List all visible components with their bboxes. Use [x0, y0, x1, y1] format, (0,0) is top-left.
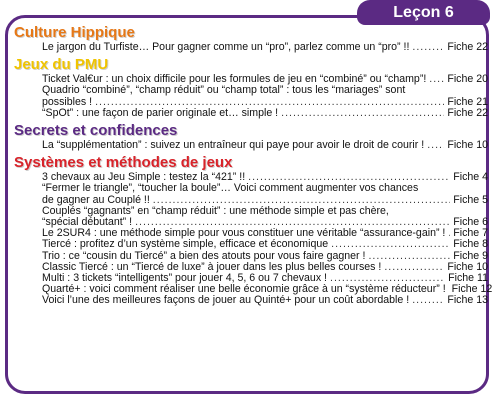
toc-entry: [14, 140, 488, 151]
toc-entry: [14, 42, 488, 53]
section: [14, 24, 488, 53]
fiche-reference: Fiche 13: [447, 294, 488, 307]
lesson-tab-label: Leçon 6: [393, 3, 454, 21]
toc-entry-text: Ticket Val€ur : un choix difficile pour les formules de jeu en “combiné” ou “champ”!: [42, 73, 427, 86]
section-heading: Jeux du PMU: [14, 56, 109, 74]
toc-entry-line: [14, 239, 488, 250]
toc-entry-text: “spécial débutant” !: [42, 216, 133, 229]
fiche-reference: Fiche 22: [447, 41, 488, 53]
toc-entry: [14, 183, 488, 205]
toc-entry-text: 3 chevaux au Jeu Simple : testez la “421” !!: [42, 171, 246, 184]
toc-entry: [14, 108, 488, 119]
toc-entry-text: Quarté+ : voici comment réaliser une belle économie grâce à un “système réducteur” !: [42, 283, 446, 296]
toc-entry-text: Couplés “gagnants” en “champ réduit” : une méthode simple et pas chère,: [42, 204, 389, 217]
toc-entry-text: Classic Tiercé : un “Tiercé de luxe” à jouer dans les plus belles courses !: [42, 260, 382, 273]
fiche-reference: Fiche 9: [453, 249, 488, 262]
toc-entry-text: “Fermer le triangle”, “toucher la boule”… Voici comment augmenter vos chances: [42, 182, 419, 195]
toc-entry: [14, 295, 488, 306]
fiche-reference: Fiche 21: [447, 95, 488, 108]
toc-entry-line: [14, 85, 488, 96]
section-heading: Secrets et confidences: [14, 122, 178, 140]
toc-entry-line: [14, 183, 488, 194]
toc-entry-line: [14, 140, 488, 151]
section-heading: Systèmes et méthodes de jeux: [14, 154, 233, 172]
toc-entry-line: [14, 108, 488, 119]
fiche-reference: Fiche 7: [453, 227, 488, 240]
toc-entry-line: [14, 295, 488, 306]
toc-entry-text: Le jargon du Turfiste… Pour gagner comme un “pro”, parlez comme un “pro” !!: [42, 41, 410, 53]
fiche-reference: Fiche 22: [447, 106, 488, 119]
fiche-reference: Fiche 6: [453, 216, 488, 229]
dot-leader: [427, 140, 444, 151]
dot-leader: [448, 228, 450, 239]
section-heading: Culture Hippique: [14, 24, 135, 41]
toc-entry-text: Le 2SUR4 : une méthode simple pour vous constituer une véritable “assurance-gain” !: [42, 227, 446, 240]
toc-entry-text: Multi : 3 tickets “intelligents” pour jouer 4, 5, 6 ou 7 chevaux !: [42, 272, 327, 285]
toc-entry-text: “SpOt” : une façon de parier originale et… simple !: [42, 106, 279, 119]
toc-entry-text: possibles !: [42, 95, 93, 108]
fiche-reference: Fiche 12: [451, 283, 493, 296]
dot-leader: [412, 42, 444, 53]
toc-entry-text: Quadrio “combiné”, “champ réduit” ou “champ total” : tous les “mariages” sont: [42, 84, 406, 97]
dot-leader: [281, 108, 444, 119]
dot-leader: [384, 262, 444, 273]
dot-leader: [429, 74, 444, 85]
section: [14, 56, 488, 119]
toc-entry: [14, 206, 488, 228]
toc-entry-text: Trio : ce “cousin du Tiercé” a bien des atouts pour vous faire gagner !: [42, 249, 366, 262]
fiche-reference: Fiche 11: [448, 272, 488, 285]
toc-entry-text: Voici l’une des meilleures façons de jouer au Quinté+ pour un coût abordable !: [42, 294, 410, 307]
table-of-contents: [14, 24, 493, 310]
fiche-reference: Fiche 20: [447, 73, 488, 86]
fiche-reference: Fiche 8: [453, 238, 488, 251]
dot-leader: [412, 295, 444, 306]
toc-entry: [14, 85, 488, 107]
fiche-reference: Fiche 10: [447, 260, 488, 273]
toc-entry-text: La “supplémentation” : suivez un entraîneur qui paye pour avoir le droit de courir !: [42, 139, 425, 152]
section: [14, 154, 493, 307]
fiche-reference: Fiche 5: [453, 193, 488, 206]
toc-entry: [14, 239, 488, 250]
lesson-tab: [357, 0, 490, 25]
dot-leader: [331, 239, 450, 250]
toc-entry-text: de gagner au Couplé !!: [42, 193, 150, 206]
toc-entry-text: Tiercé : profitez d’un système simple, efficace et économique: [42, 238, 329, 251]
toc-entry-line: [14, 42, 488, 53]
fiche-reference: Fiche 4: [453, 171, 488, 184]
fiche-reference: Fiche 10: [447, 139, 488, 152]
section: [14, 122, 488, 151]
